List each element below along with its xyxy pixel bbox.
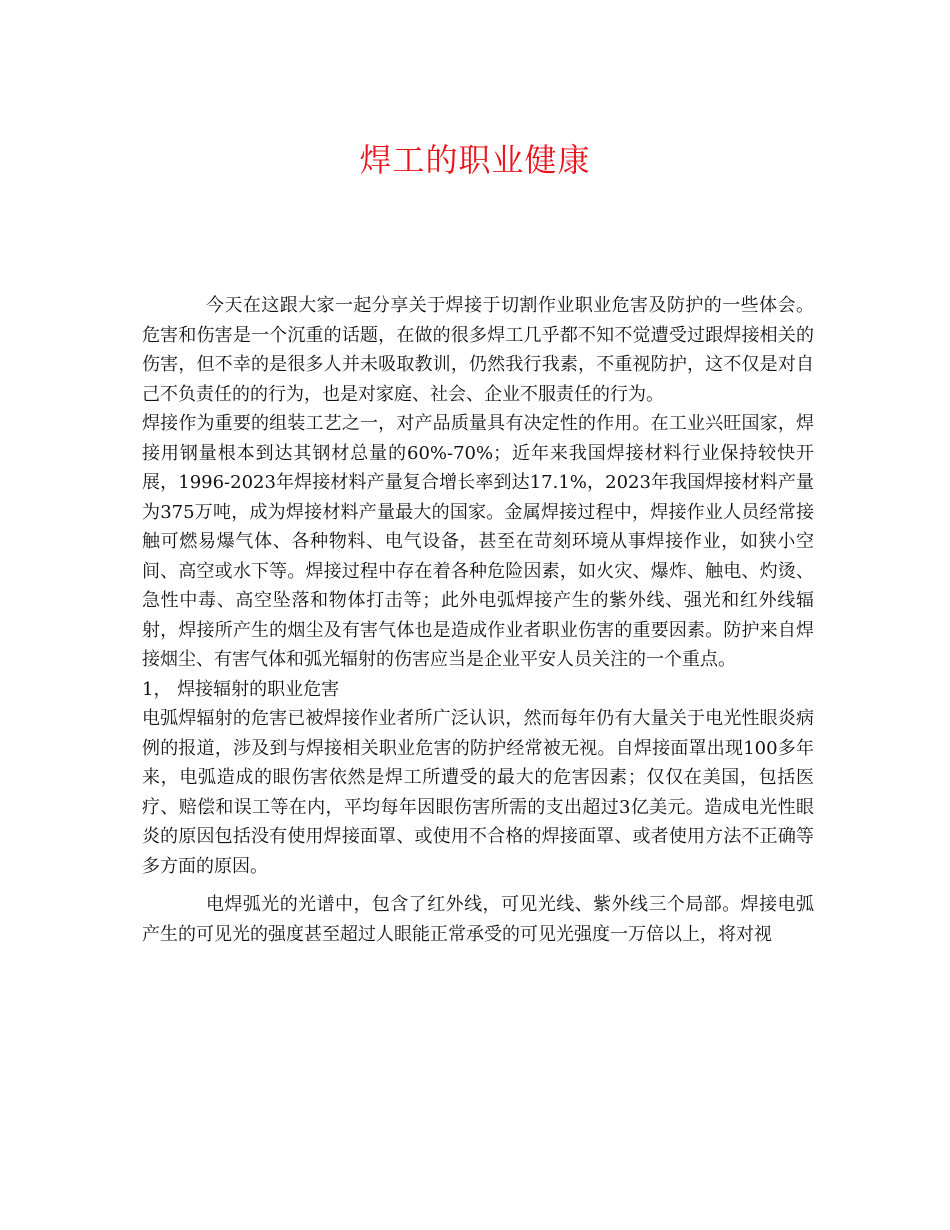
paragraph-intro: 今天在这跟大家一起分享关于焊接于切割作业职业危害及防护的一些体会。危害和伤害是一个沉重的话题，在做的很多焊工几乎都不知不觉遭受过跟焊接相关的伤害，但不幸的是很多人并未吸取教训，仍然我行我素，不重视防护，这不仅是对自己不负责任的的行为，也是对家庭、社会、企业不服责任的行为。	[142, 295, 814, 405]
document-body	[142, 291, 814, 949]
section-heading-radiation: 1， 焊接辐射的职业危害	[142, 678, 340, 700]
document-title: 焊工的职业健康	[359, 141, 591, 179]
paragraph-arc-radiation: 电弧焊辐射的危害已被焊接作业者所广泛认识，然而每年仍有大量关于电光性眼炎病例的报道，涉及到与焊接相关职业危害的防护经常被无视。自焊接面罩出现100多年来，电弧造成的眼伤害依然是焊工所遭受的最大的危害因素；仅仅在美国，包括医疗、赔偿和误工等在内，平均每年因眼伤害所需的支出超过3亿美元。造成电光性眼炎的原因包括没有使用焊接面罩、或使用不合格的焊接面罩、或者使用方法不正确等多方面的原因。	[142, 708, 814, 877]
paragraph-arc-spectrum: 电焊弧光的光谱中，包含了红外线，可见光线、紫外线三个局部。焊接电弧产生的可见光的强度甚至超过人眼能正常承受的可见光强度一万倍以上，将对视	[142, 894, 814, 945]
paragraph-welding-importance: 焊接作为重要的组装工艺之一，对产品质量具有决定性的作用。在工业兴旺国家，焊接用钢量根本到达其钢材总量的60%-70%；近年来我国焊接材料行业保持较快开展，1996-2023年焊接材料产量复合增长率到达17.1%，2023年我国焊接材料产量为375万吨，成为焊接材料产量最大的国家。金属焊接过程中，焊接作业人员经常接触可燃易爆气体、各种物料、电气设备，甚至在苛刻环境从事焊接作业，如狭小空间、高空或水下等。焊接过程中存在着各种危险因素，如火灾、爆炸、触电、灼烫、急性中毒、高空坠落和物体打击等；此外电弧焊接产生的紫外线、强光和红外线辐射，焊接所产生的烟尘及有害气体也是造成作业者职业伤害的重要因素。防护来自焊接烟尘、有害气体和弧光辐射的伤害应当是企业平安人员关注的一个重点。	[142, 413, 814, 670]
